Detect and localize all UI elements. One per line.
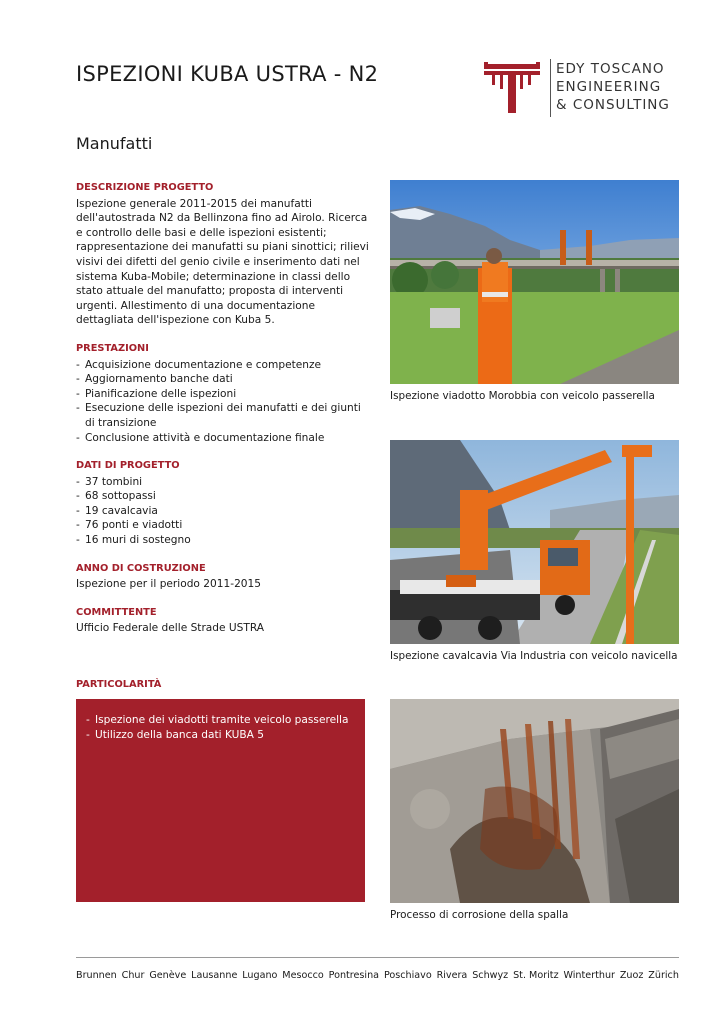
section-text: Ispezione generale 2011-2015 dei manufatti dell'autostrada N2 da Bellinzona fino ad Airolo. Ricerca e controllo delle basi e delle ispezioni esistenti; rappresentazione dei manufatti su piani sinottici; rilievi visivi dei difetti del genio civile e inserimento dati nel sistema Kuba-Mobile; determinazione in classi dello stato attuale del manufatto; proposta di interventi urgenti. Allestimento di una documentazione dettagliata dell'ispezione con Kuba 5. [76, 197, 369, 327]
particolarita-list [86, 713, 365, 743]
list-item: - Utilizzo della banca dati KUBA 5 [86, 728, 365, 743]
crane-truck-image [390, 440, 679, 644]
list-item: - 19 cavalcavia [76, 504, 371, 519]
list-item: - Conclusione attività e documentazione finale [76, 431, 371, 446]
page-title: ISPEZIONI KUBA USTRA - N2 [76, 62, 379, 86]
logo-line-1: EDY TOSCANO [556, 61, 665, 77]
footer-city: Winterthur [563, 970, 615, 981]
section-descrizione [76, 181, 371, 328]
list-item: - 76 ponti e viadotti [76, 518, 371, 533]
footer-cities [76, 970, 679, 981]
list-item: - Acquisizione documentazione e competenze [76, 358, 371, 373]
list-item: - Pianificazione delle ispezioni [76, 387, 371, 402]
page-subtitle: Manufatti [76, 134, 153, 153]
viaduct-image [390, 180, 679, 384]
photo-caption: Ispezione viadotto Morobbia con veicolo passerella [390, 390, 655, 402]
section-heading: DESCRIZIONE PROGETTO [76, 182, 214, 193]
prestazioni-list [76, 358, 371, 446]
particolarita-heading: PARTICOLARITÀ [76, 679, 162, 690]
logo-line-2: ENGINEERING [556, 79, 662, 95]
list-item: - Aggiornamento banche dati [76, 372, 371, 387]
logo-divider [550, 59, 551, 117]
footer-city: Lausanne [191, 970, 238, 981]
footer-city: Lugano [242, 970, 278, 981]
list-item: - 37 tombini [76, 475, 371, 490]
section-heading: DATI DI PROGETTO [76, 460, 180, 472]
footer-city: Genève [149, 970, 187, 981]
section-anno [76, 562, 371, 592]
section-prestazioni [76, 342, 371, 445]
photo-caption: Processo di corrosione della spalla [390, 909, 569, 921]
particolarita-box [76, 699, 365, 902]
section-dati [76, 459, 371, 548]
footer-city: Mesocco [282, 970, 324, 981]
footer-city: Zürich [648, 970, 679, 981]
section-text: Ufficio Federale delle Strade USTRA [76, 622, 265, 635]
footer-city: Poschiavo [383, 970, 432, 981]
footer-divider [76, 957, 679, 958]
list-item: - Ispezione dei viadotti tramite veicolo passerella [86, 713, 365, 728]
project-info [76, 181, 371, 650]
section-heading: ANNO DI COSTRUZIONE [76, 562, 206, 574]
logo-text [556, 60, 670, 114]
footer-city: Pontresina [328, 970, 380, 981]
footer-city: Rivera [436, 970, 468, 981]
footer-city: Chur [121, 970, 145, 981]
corrosion-image [390, 699, 679, 903]
photo-corrosione-spalla [390, 699, 679, 903]
list-item: - 16 muri di sostegno [76, 533, 371, 548]
photo-caption: Ispezione cavalcavia Via Industria con veicolo navicella [390, 650, 678, 662]
photo-cavalcavia-via-industria [390, 440, 679, 644]
list-item: - 68 sottopassi [76, 489, 371, 504]
section-committente [76, 606, 371, 636]
logo-mark-icon [484, 62, 540, 114]
footer-city: St. Moritz [513, 970, 559, 981]
section-heading: PRESTAZIONI [76, 342, 149, 354]
company-logo [484, 59, 684, 119]
photo-viadotto-morobbia [390, 180, 679, 384]
dati-list [76, 475, 371, 548]
footer-city: Schwyz [472, 970, 509, 981]
footer-city: Brunnen [76, 970, 117, 981]
list-item: - Esecuzione delle ispezioni dei manufatti e dei giunti di transizione [76, 401, 371, 430]
logo-line-3: & CONSULTING [556, 97, 670, 113]
section-heading: COMMITTENTE [76, 606, 157, 618]
section-text: Ispezione per il periodo 2011-2015 [76, 578, 262, 591]
footer-city: Zuoz [619, 970, 644, 981]
